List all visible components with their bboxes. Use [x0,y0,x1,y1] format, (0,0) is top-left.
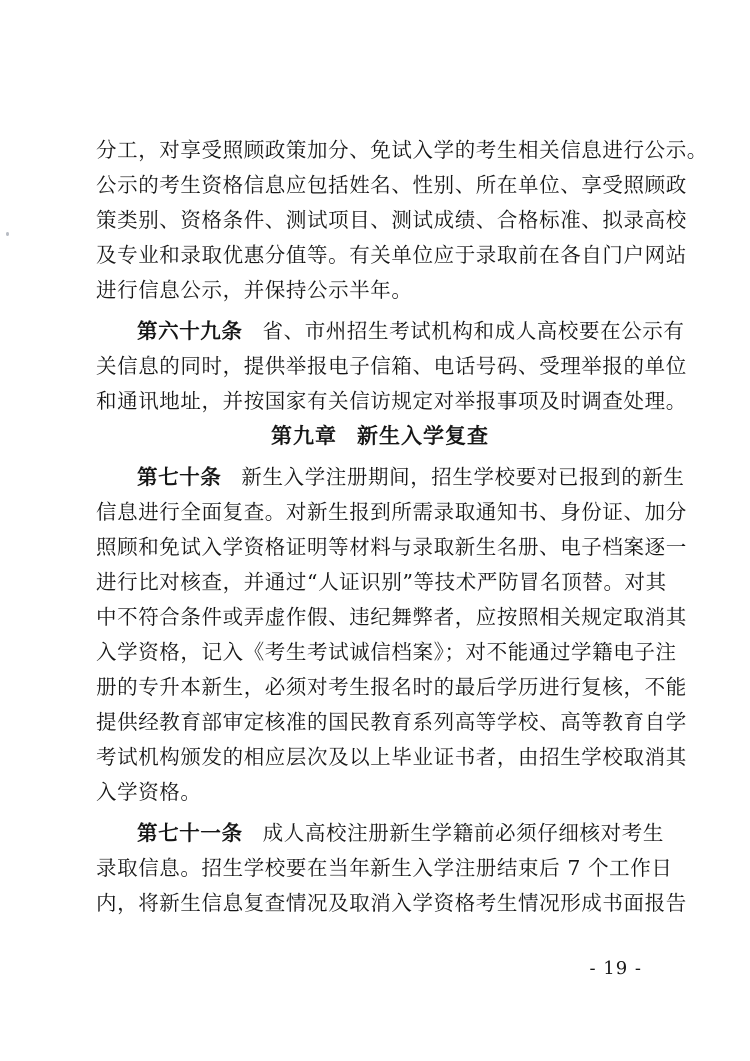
article-70-title: 第七十条 [137,465,222,489]
text-line: 和通讯地址，并按国家有关信访规定对举报事项及时调查处理。 [96,389,687,413]
article-70-first-line [96,460,685,495]
document-page [96,133,708,921]
chapter-heading [96,419,664,454]
text-line: 信息进行全面复查。对新生报到所需录取通知书、身份证、加分 [96,500,687,524]
text-line: 公示的考生资格信息应包括姓名、性别、所在单位、享受照顾政 [96,173,687,197]
article-69-text: 省、市州招生考试机构和成人高校要在公示有 [262,319,685,343]
article-71-first-line [96,816,664,851]
text-line: 进行比对核查，并通过“人证识别”等技术严防冒名顶替。对其 [96,570,667,594]
chapter-number: 第九章 [271,424,337,448]
text-line: 中不符合条件或弄虚作假、违纪舞弊者，应按照相关规定取消其 [96,605,687,629]
text-line: 分工，对享受照顾政策加分、免试入学的考生相关信息进行公示。 [96,138,708,162]
text-line: 录取信息。招生学校要在当年新生入学注册结束后 7 个工作日 [96,856,673,880]
scan-speck [6,232,9,236]
text-line: 册的专升本新生，必须对考生报名时的最后学历进行复核，不能 [96,675,687,699]
article-71-title: 第七十一条 [137,821,243,845]
text-line: 关信息的同时，提供举报电子信箱、电话号码、受理举报的单位 [96,354,687,378]
text-line: 照顾和免试入学资格证明等材料与录取新生名册、电子档案逐一 [96,535,687,559]
page-number: - 19 - [589,958,642,979]
text-line: 进行信息公示，并保持公示半年。 [96,278,413,302]
text-line: 策类别、资格条件、测试项目、测试成绩、合格标准、拟录高校 [96,208,687,232]
text-line: 考试机构颁发的相应层次及以上毕业证书者，由招生学校取消其 [96,745,687,769]
article-71-text: 成人高校注册新生学籍前必须仔细核对考生 [262,821,665,845]
article-70-text: 新生入学注册期间，招生学校要对已报到的新生 [241,465,685,489]
article-69-title: 第六十九条 [137,319,243,343]
text-line: 提供经教育部审定核准的国民教育系列高等学校、高等教育自学 [96,710,687,734]
text-line: 入学资格。 [96,780,202,804]
text-line: 及专业和录取优惠分值等。有关单位应于录取前在各自门户网站 [96,243,687,267]
text-line: 内，将新生信息复查情况及取消入学资格考生情况形成书面报告 [96,891,687,915]
article-69-first-line [96,314,685,349]
chapter-title: 新生入学复查 [357,424,489,448]
text-line: 入学资格，记入《考生考试诚信档案》；对不能通过学籍电子注 [96,640,677,664]
